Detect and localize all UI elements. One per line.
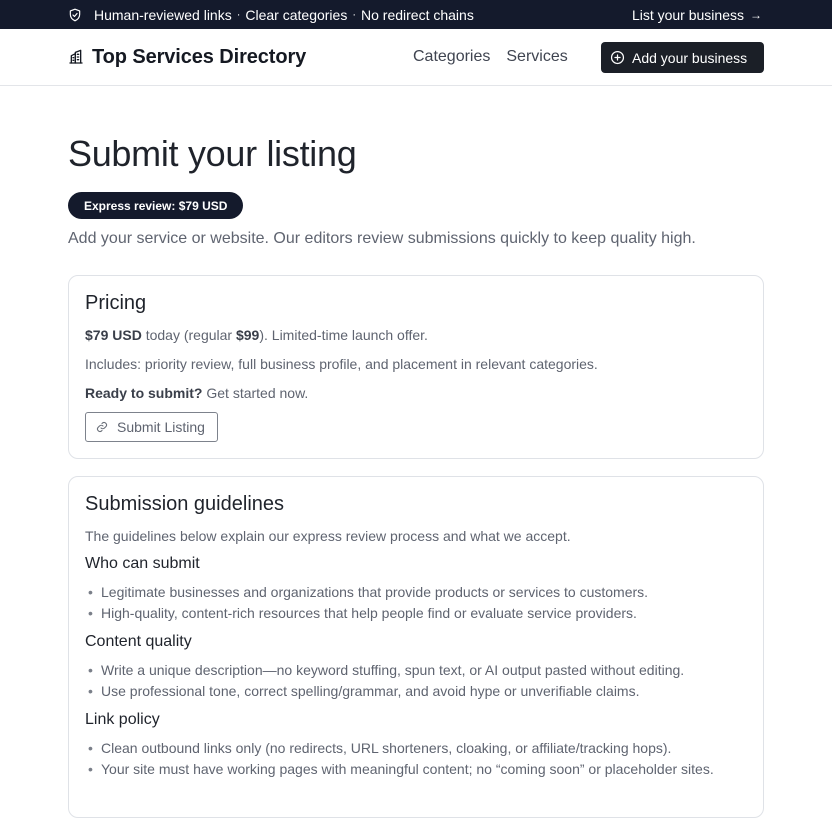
price-current: $79 USD <box>85 327 142 343</box>
add-business-label: Add your business <box>632 49 748 66</box>
trust-item-no-redirects: No redirect chains <box>361 6 474 23</box>
pricing-heading: Pricing <box>85 292 147 314</box>
list-business-label: List your business <box>631 6 744 23</box>
list-item <box>85 738 745 759</box>
pricing-ready-line <box>85 385 308 401</box>
who-can-submit-list <box>85 582 745 624</box>
pricing-card <box>68 275 764 459</box>
list-item-text: Legitimate businesses and organizations that provide products or services to customers. <box>101 584 649 600</box>
shield-check-icon <box>68 8 82 22</box>
list-item <box>85 603 745 624</box>
list-item <box>85 681 745 702</box>
trust-item-categories: Clear categories <box>245 6 348 23</box>
trust-badges <box>68 0 474 29</box>
section-heading-content-quality: Content quality <box>85 633 192 650</box>
announcement-bar <box>0 0 832 29</box>
page-intro: Add your service or website. Our editors review submissions quickly to keep quality high. <box>68 230 696 247</box>
price-offer-text: ). Limited-time launch offer. <box>259 327 428 343</box>
express-review-badge: Express review: $79 USD <box>68 192 243 219</box>
content-quality-list <box>85 660 745 702</box>
nav-link-services[interactable]: Services <box>506 48 568 65</box>
nav-links <box>413 29 584 85</box>
separator-dot: · <box>236 8 241 21</box>
bullet-icon: • <box>88 740 93 756</box>
ready-rest: Get started now. <box>202 385 309 401</box>
section-heading-who-can-submit: Who can submit <box>85 555 200 572</box>
link-policy-list <box>85 738 745 780</box>
building-icon <box>68 49 84 65</box>
price-today-text: today (regular <box>141 327 236 343</box>
guidelines-card <box>68 476 764 818</box>
list-business-link[interactable] <box>632 0 762 29</box>
brand-link[interactable] <box>68 29 306 85</box>
brand-name: Top Services Directory <box>92 45 307 68</box>
ready-bold: Ready to submit? <box>85 385 203 401</box>
submit-listing-button[interactable] <box>85 412 218 442</box>
list-item-text: Clean outbound links only (no redirects, URL shorteners, cloaking, or affiliate/tracking hops). <box>101 740 672 756</box>
list-item-text: Use professional tone, correct spelling/grammar, and avoid hype or unverifiable claims. <box>101 683 640 699</box>
bullet-icon: • <box>88 584 93 600</box>
bullet-icon: • <box>88 683 93 699</box>
list-item-text: Your site must have working pages with meaningful content; no “coming soon” or placeholder sites. <box>101 761 714 777</box>
pricing-includes: Includes: priority review, full business profile, and placement in relevant categories. <box>85 356 598 372</box>
guidelines-intro: The guidelines below explain our express review process and what we accept. <box>85 528 571 544</box>
bullet-icon: • <box>88 761 93 777</box>
pricing-price-line <box>85 327 428 343</box>
section-heading-link-policy: Link policy <box>85 711 160 728</box>
list-item <box>85 759 745 780</box>
list-item-text: Write a unique description—no keyword stuffing, spun text, or AI output pasted without editing. <box>101 662 685 678</box>
list-item-text: High-quality, content-rich resources that help people find or evaluate service providers. <box>101 605 637 621</box>
add-business-button[interactable] <box>601 42 764 73</box>
link-icon <box>96 421 108 433</box>
price-regular: $99 <box>235 327 260 343</box>
guidelines-heading: Submission guidelines <box>85 493 285 515</box>
trust-item-human-reviewed: Human-reviewed links <box>94 6 232 23</box>
submit-listing-label: Submit Listing <box>117 419 205 435</box>
list-item <box>85 582 745 603</box>
arrow-right-icon: → <box>750 7 762 22</box>
page-title: Submit your listing <box>68 133 357 174</box>
plus-circle-icon <box>610 50 625 65</box>
bullet-icon: • <box>88 605 93 621</box>
separator-dot: · <box>352 8 356 21</box>
list-item <box>85 660 745 681</box>
nav-link-categories[interactable]: Categories <box>413 48 491 65</box>
main-navbar <box>0 29 832 86</box>
bullet-icon: • <box>88 662 93 678</box>
